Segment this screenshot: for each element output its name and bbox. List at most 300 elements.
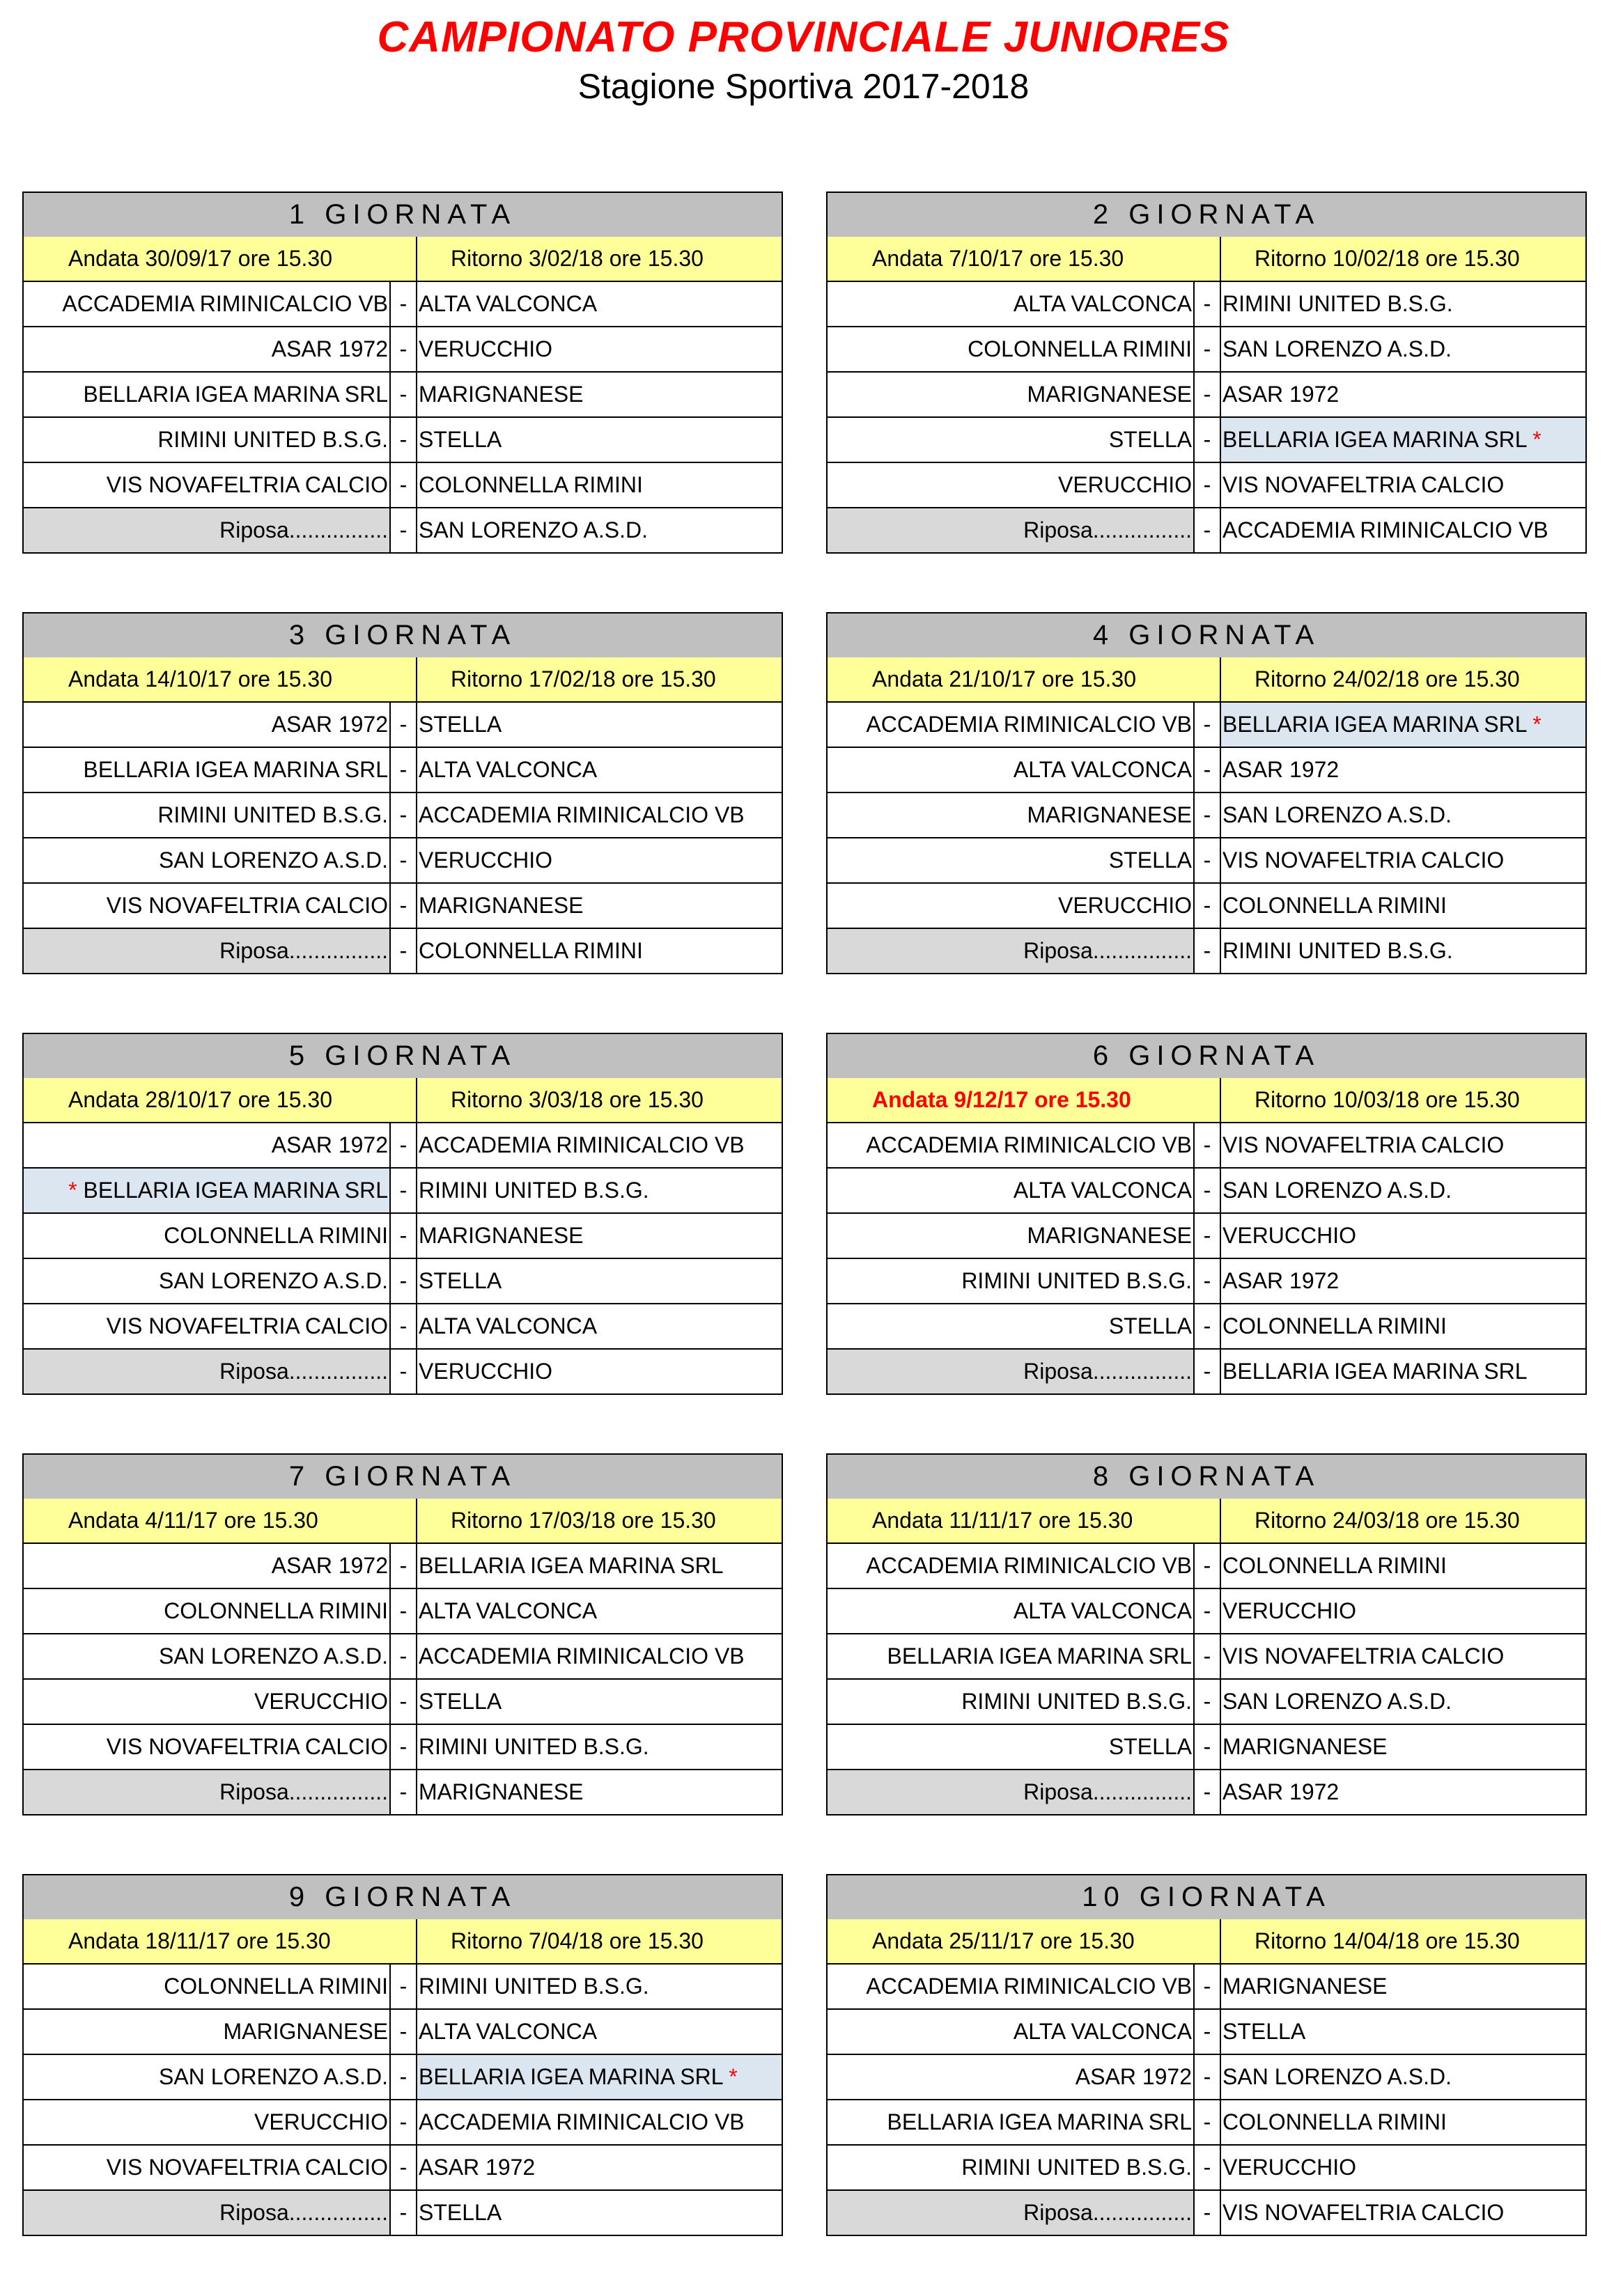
home-team: SAN LORENZO A.S.D.	[159, 1643, 388, 1669]
match-separator: -	[390, 702, 417, 747]
away-team-cell	[417, 2100, 782, 2145]
riposa-team: VERUCCHIO	[417, 1349, 782, 1394]
andata-date: Andata 18/11/17 ore 15.30	[23, 1919, 417, 1964]
home-team: ASAR 1972	[271, 1553, 388, 1578]
away-team: ALTA VALCONCA	[419, 757, 598, 782]
away-team: SAN LORENZO A.S.D.	[1222, 1178, 1452, 1203]
home-team: ASAR 1972	[271, 712, 388, 737]
home-team-cell	[23, 2100, 390, 2145]
home-team-cell	[827, 417, 1194, 462]
riposa-label: Riposa................	[23, 1349, 390, 1394]
riposa-row	[827, 2190, 1586, 2235]
match-separator: -	[390, 1770, 417, 1815]
home-team: RIMINI UNITED B.S.G.	[961, 2155, 1192, 2180]
giornata-title: 5 GIORNATA	[23, 1033, 782, 1078]
match-row	[23, 1123, 782, 1168]
away-team: VIS NOVAFELTRIA CALCIO	[1222, 1643, 1505, 1669]
giornata-title: 10 GIORNATA	[827, 1875, 1586, 1919]
match-row	[23, 462, 782, 508]
match-row	[827, 1168, 1586, 1213]
ritorno-date: Ritorno 17/02/18 ore 15.30	[417, 657, 782, 702]
home-team-cell	[827, 1213, 1194, 1258]
home-team: BELLARIA IGEA MARINA SRL	[887, 2109, 1192, 2134]
ritorno-date: Ritorno 24/03/18 ore 15.30	[1220, 1499, 1586, 1543]
match-row	[23, 2100, 782, 2145]
match-separator: -	[1194, 1634, 1220, 1679]
away-team: MARIGNANESE	[419, 1223, 584, 1248]
match-row	[827, 1258, 1586, 1304]
away-team: VERUCCHIO	[1222, 2155, 1357, 2180]
andata-date: Andata 4/11/17 ore 15.30	[23, 1499, 417, 1543]
andata-date: Andata 28/10/17 ore 15.30	[23, 1078, 417, 1123]
match-separator: -	[1194, 508, 1220, 553]
giornata-title: 2 GIORNATA	[827, 192, 1586, 237]
away-team-cell	[1220, 1304, 1586, 1349]
match-separator: -	[390, 462, 417, 508]
away-team: ASAR 1972	[1222, 382, 1340, 407]
home-team: ACCADEMIA RIMINICALCIO VB	[62, 291, 388, 316]
riposa-label: Riposa................	[23, 928, 390, 974]
home-team: ASAR 1972	[271, 336, 388, 361]
riposa-team: VIS NOVAFELTRIA CALCIO	[1220, 2190, 1586, 2235]
home-team-cell	[827, 1964, 1194, 2009]
away-team-cell	[1220, 1123, 1586, 1168]
andata-date: Andata 14/10/17 ore 15.30	[23, 657, 417, 702]
away-team: MARIGNANESE	[419, 893, 584, 918]
away-team: MARIGNANESE	[419, 382, 584, 407]
away-team-cell	[1220, 792, 1586, 838]
match-separator: -	[390, 1213, 417, 1258]
home-team: ASAR 1972	[271, 1132, 388, 1157]
giornata-table	[22, 1033, 783, 1395]
match-separator: -	[1194, 792, 1220, 838]
giornata-block	[826, 1453, 1585, 1815]
home-team: STELLA	[1108, 427, 1192, 452]
giornata-table	[22, 1453, 783, 1815]
match-separator: -	[390, 2190, 417, 2235]
home-team: COLONNELLA RIMINI	[164, 1974, 388, 1999]
match-row	[23, 1634, 782, 1679]
andata-date: Andata 9/12/17 ore 15.30	[827, 1078, 1220, 1123]
home-team-cell	[23, 1588, 390, 1634]
match-separator: -	[390, 1168, 417, 1213]
away-team: SAN LORENZO A.S.D.	[1222, 336, 1452, 361]
match-row	[23, 1679, 782, 1724]
giornata-block	[22, 612, 782, 974]
away-team-cell	[417, 1543, 782, 1588]
home-team: ASAR 1972	[1075, 2064, 1192, 2089]
match-separator: -	[1194, 747, 1220, 792]
riposa-row	[827, 1349, 1586, 1394]
away-team-cell	[1220, 1634, 1586, 1679]
match-row	[23, 2009, 782, 2054]
home-team: BELLARIA IGEA MARINA SRL	[887, 1643, 1192, 1669]
home-team-cell	[23, 1679, 390, 1724]
away-team-cell	[1220, 1543, 1586, 1588]
home-team-cell	[23, 747, 390, 792]
away-team: STELLA	[419, 1689, 502, 1714]
home-team-cell	[827, 2054, 1194, 2100]
home-team-cell	[23, 2054, 390, 2100]
match-row	[827, 372, 1586, 417]
away-team-cell	[417, 2054, 782, 2100]
riposa-row	[827, 928, 1586, 974]
away-team-cell	[1220, 1168, 1586, 1213]
away-team-cell	[1220, 462, 1586, 508]
ritorno-date: Ritorno 24/02/18 ore 15.30	[1220, 657, 1586, 702]
giornata-title: 4 GIORNATA	[827, 613, 1586, 657]
match-row	[23, 1724, 782, 1770]
match-row	[23, 1543, 782, 1588]
match-separator: -	[390, 1588, 417, 1634]
match-row	[827, 327, 1586, 372]
home-team: ALTA VALCONCA	[1013, 1598, 1192, 1623]
home-team-cell	[23, 702, 390, 747]
riposa-row	[23, 928, 782, 974]
home-team: STELLA	[1108, 1734, 1192, 1759]
match-row	[827, 2100, 1586, 2145]
match-separator: -	[390, 372, 417, 417]
home-team-cell	[827, 2009, 1194, 2054]
home-team: VERUCCHIO	[1057, 893, 1192, 918]
match-row	[23, 1588, 782, 1634]
home-team: VIS NOVAFELTRIA CALCIO	[106, 472, 388, 497]
home-team: SAN LORENZO A.S.D.	[159, 2064, 388, 2089]
match-row	[23, 1304, 782, 1349]
match-row	[23, 2145, 782, 2190]
giornata-block	[22, 192, 782, 554]
away-team-cell	[1220, 1724, 1586, 1770]
match-separator: -	[390, 508, 417, 553]
riposa-label: Riposa................	[827, 2190, 1194, 2235]
away-team: ASAR 1972	[1222, 757, 1340, 782]
home-team-cell	[827, 883, 1194, 928]
away-team-cell	[1220, 1588, 1586, 1634]
home-team-cell	[23, 1724, 390, 1770]
match-row	[827, 1634, 1586, 1679]
home-team: VIS NOVAFELTRIA CALCIO	[106, 1313, 388, 1338]
home-team: ACCADEMIA RIMINICALCIO VB	[866, 1553, 1192, 1578]
away-team-cell	[1220, 417, 1586, 462]
home-team: MARIGNANESE	[1027, 802, 1192, 827]
away-team-cell	[417, 281, 782, 327]
match-row	[23, 1213, 782, 1258]
away-team-cell	[1220, 1679, 1586, 1724]
match-separator: -	[1194, 1213, 1220, 1258]
away-team-cell	[1220, 838, 1586, 883]
riposa-label: Riposa................	[827, 1349, 1194, 1394]
riposa-label: Riposa................	[827, 1770, 1194, 1815]
giornata-title: 7 GIORNATA	[23, 1454, 782, 1499]
match-row	[827, 1213, 1586, 1258]
away-team: MARIGNANESE	[1222, 1734, 1388, 1759]
match-separator: -	[1194, 2054, 1220, 2100]
away-team: RIMINI UNITED B.S.G.	[419, 1178, 649, 1203]
match-separator: -	[1194, 417, 1220, 462]
home-team: ACCADEMIA RIMINICALCIO VB	[866, 1132, 1192, 1157]
andata-date: Andata 21/10/17 ore 15.30	[827, 657, 1220, 702]
giornata-table	[826, 1874, 1587, 2236]
home-team-cell	[827, 1543, 1194, 1588]
star-marker: *	[1532, 427, 1542, 452]
riposa-label: Riposa................	[827, 508, 1194, 553]
giornata-block	[826, 192, 1585, 554]
match-separator: -	[1194, 1679, 1220, 1724]
home-team-cell	[827, 1724, 1194, 1770]
away-team-cell	[417, 462, 782, 508]
riposa-label: Riposa................	[827, 928, 1194, 974]
match-separator: -	[390, 1123, 417, 1168]
home-team-cell	[827, 1168, 1194, 1213]
match-separator: -	[1194, 1964, 1220, 2009]
away-team: VERUCCHIO	[419, 848, 553, 873]
away-team-cell	[417, 417, 782, 462]
home-team-cell	[827, 702, 1194, 747]
match-separator: -	[1194, 883, 1220, 928]
match-separator: -	[390, 2009, 417, 2054]
match-row	[23, 1258, 782, 1304]
away-team-cell	[417, 1588, 782, 1634]
riposa-team: ASAR 1972	[1220, 1770, 1586, 1815]
home-team-cell	[827, 747, 1194, 792]
home-team-cell	[827, 1123, 1194, 1168]
away-team-cell	[417, 327, 782, 372]
away-team: COLONNELLA RIMINI	[1222, 2109, 1447, 2134]
away-team: ALTA VALCONCA	[419, 2019, 598, 2044]
match-separator: -	[1194, 281, 1220, 327]
away-team-cell	[1220, 2054, 1586, 2100]
page-subtitle: Stagione Sportiva 2017-2018	[577, 67, 1030, 106]
away-team-cell	[417, 747, 782, 792]
match-separator: -	[390, 2100, 417, 2145]
away-team-cell	[1220, 1258, 1586, 1304]
home-team: ACCADEMIA RIMINICALCIO VB	[866, 1974, 1192, 1999]
home-team-cell	[23, 1964, 390, 2009]
riposa-row	[827, 1770, 1586, 1815]
match-separator: -	[1194, 1724, 1220, 1770]
match-row	[23, 838, 782, 883]
riposa-team: COLONNELLA RIMINI	[417, 928, 782, 974]
match-separator: -	[390, 1964, 417, 2009]
match-separator: -	[1194, 928, 1220, 974]
match-separator: -	[390, 1634, 417, 1679]
match-separator: -	[390, 1724, 417, 1770]
match-row	[23, 372, 782, 417]
match-row	[23, 702, 782, 747]
home-team-cell	[827, 792, 1194, 838]
page-title: CAMPIONATO PROVINCIALE JUNIORES	[377, 13, 1230, 61]
giornata-block	[22, 1453, 782, 1815]
away-team: STELLA	[419, 712, 502, 737]
home-team: VIS NOVAFELTRIA CALCIO	[106, 2155, 388, 2180]
match-row	[23, 1168, 782, 1213]
riposa-row	[23, 1349, 782, 1394]
match-separator: -	[1194, 462, 1220, 508]
match-separator: -	[1194, 1168, 1220, 1213]
riposa-team: ACCADEMIA RIMINICALCIO VB	[1220, 508, 1586, 553]
match-separator: -	[390, 883, 417, 928]
match-row	[827, 702, 1586, 747]
away-team-cell	[417, 1123, 782, 1168]
match-row	[827, 281, 1586, 327]
giornata-table	[826, 612, 1587, 974]
away-team-cell	[417, 2009, 782, 2054]
home-team-cell	[23, 1123, 390, 1168]
match-row	[23, 281, 782, 327]
away-team-cell	[1220, 1964, 1586, 2009]
away-team: BELLARIA IGEA MARINA SRL	[1222, 427, 1527, 452]
away-team: BELLARIA IGEA MARINA SRL	[419, 2064, 723, 2089]
home-team: ACCADEMIA RIMINICALCIO VB	[866, 712, 1192, 737]
away-team-cell	[417, 1634, 782, 1679]
home-team: VIS NOVAFELTRIA CALCIO	[106, 1734, 388, 1759]
away-team: ACCADEMIA RIMINICALCIO VB	[419, 2109, 745, 2134]
match-separator: -	[390, 1349, 417, 1394]
home-team-cell	[23, 883, 390, 928]
match-separator: -	[1194, 1770, 1220, 1815]
match-row	[23, 792, 782, 838]
match-separator: -	[1194, 1543, 1220, 1588]
match-separator: -	[390, 1543, 417, 1588]
home-team-cell	[23, 1258, 390, 1304]
riposa-team: SAN LORENZO A.S.D.	[417, 508, 782, 553]
match-separator: -	[390, 928, 417, 974]
ritorno-date: Ritorno 7/04/18 ore 15.30	[417, 1919, 782, 1964]
riposa-team: RIMINI UNITED B.S.G.	[1220, 928, 1586, 974]
away-team: BELLARIA IGEA MARINA SRL	[1222, 712, 1527, 737]
away-team: RIMINI UNITED B.S.G.	[419, 1734, 649, 1759]
home-team-cell	[827, 2100, 1194, 2145]
home-team: MARIGNANESE	[1027, 382, 1192, 407]
ritorno-date: Ritorno 17/03/18 ore 15.30	[417, 1499, 782, 1543]
match-row	[827, 838, 1586, 883]
match-row	[827, 2145, 1586, 2190]
away-team-cell	[1220, 702, 1586, 747]
star-marker: *	[729, 2064, 738, 2089]
match-row	[827, 2009, 1586, 2054]
away-team-cell	[417, 838, 782, 883]
home-team: RIMINI UNITED B.S.G.	[961, 1689, 1192, 1714]
away-team: COLONNELLA RIMINI	[1222, 893, 1447, 918]
match-separator: -	[390, 2054, 417, 2100]
match-row	[23, 747, 782, 792]
away-team-cell	[417, 1724, 782, 1770]
match-separator: -	[1194, 702, 1220, 747]
match-separator: -	[1194, 1123, 1220, 1168]
match-row	[827, 1543, 1586, 1588]
giornata-title: 8 GIORNATA	[827, 1454, 1586, 1499]
home-team-cell	[23, 327, 390, 372]
home-team: STELLA	[1108, 1313, 1192, 1338]
match-row	[827, 462, 1586, 508]
away-team: VERUCCHIO	[1222, 1223, 1357, 1248]
away-team: ACCADEMIA RIMINICALCIO VB	[419, 1643, 745, 1669]
star-marker: *	[1532, 712, 1542, 737]
ritorno-date: Ritorno 10/02/18 ore 15.30	[1220, 237, 1586, 281]
match-separator: -	[390, 1258, 417, 1304]
match-row	[23, 1964, 782, 2009]
andata-date: Andata 7/10/17 ore 15.30	[827, 237, 1220, 281]
away-team: VIS NOVAFELTRIA CALCIO	[1222, 848, 1505, 873]
riposa-team: BELLARIA IGEA MARINA SRL	[1220, 1349, 1586, 1394]
match-row	[23, 883, 782, 928]
match-row	[827, 747, 1586, 792]
match-separator: -	[1194, 2190, 1220, 2235]
match-separator: -	[1194, 327, 1220, 372]
away-team-cell	[417, 2145, 782, 2190]
away-team-cell	[1220, 747, 1586, 792]
away-team-cell	[1220, 883, 1586, 928]
home-team: ALTA VALCONCA	[1013, 2019, 1192, 2044]
away-team: MARIGNANESE	[1222, 1974, 1388, 1999]
home-team-cell	[827, 1588, 1194, 1634]
home-team: VERUCCHIO	[254, 1689, 388, 1714]
riposa-row	[23, 1770, 782, 1815]
match-row	[827, 1724, 1586, 1770]
home-team: SAN LORENZO A.S.D.	[159, 1268, 388, 1293]
home-team-cell	[23, 417, 390, 462]
away-team-cell	[417, 1679, 782, 1724]
giornata-title: 1 GIORNATA	[23, 192, 782, 237]
away-team-cell	[417, 792, 782, 838]
away-team-cell	[1220, 281, 1586, 327]
home-team: BELLARIA IGEA MARINA SRL	[83, 757, 388, 782]
home-team-cell	[827, 1634, 1194, 1679]
ritorno-date: Ritorno 3/02/18 ore 15.30	[417, 237, 782, 281]
match-separator: -	[1194, 372, 1220, 417]
giornata-table	[826, 1453, 1587, 1815]
match-separator: -	[390, 417, 417, 462]
away-team: ALTA VALCONCA	[419, 291, 598, 316]
away-team-cell	[417, 1304, 782, 1349]
home-team: VIS NOVAFELTRIA CALCIO	[106, 893, 388, 918]
match-separator: -	[1194, 1349, 1220, 1394]
home-team-cell	[23, 281, 390, 327]
home-team-cell	[827, 372, 1194, 417]
away-team-cell	[1220, 372, 1586, 417]
home-team: BELLARIA IGEA MARINA SRL	[83, 382, 388, 407]
away-team: COLONNELLA RIMINI	[419, 472, 643, 497]
match-row	[827, 2054, 1586, 2100]
match-row	[23, 417, 782, 462]
home-team: STELLA	[1108, 848, 1192, 873]
away-team: VIS NOVAFELTRIA CALCIO	[1222, 1132, 1505, 1157]
star-marker: *	[68, 1178, 77, 1203]
match-row	[827, 883, 1586, 928]
match-row	[827, 1588, 1586, 1634]
away-team: ASAR 1972	[419, 2155, 536, 2180]
giornata-block	[826, 612, 1585, 974]
giornata-table	[826, 192, 1587, 554]
home-team-cell	[827, 462, 1194, 508]
away-team: STELLA	[419, 427, 502, 452]
away-team: SAN LORENZO A.S.D.	[1222, 2064, 1452, 2089]
away-team: STELLA	[1222, 2019, 1306, 2044]
home-team: RIMINI UNITED B.S.G.	[961, 1268, 1192, 1293]
match-row	[827, 417, 1586, 462]
away-team-cell	[417, 1258, 782, 1304]
home-team-cell	[23, 1304, 390, 1349]
home-team-cell	[23, 1213, 390, 1258]
match-row	[827, 792, 1586, 838]
home-team: VERUCCHIO	[1057, 472, 1192, 497]
riposa-label: Riposa................	[23, 1770, 390, 1815]
home-team-cell	[23, 372, 390, 417]
home-team-cell	[827, 1679, 1194, 1724]
away-team: VERUCCHIO	[419, 336, 553, 361]
home-team: RIMINI UNITED B.S.G.	[157, 802, 388, 827]
giornata-block	[826, 1874, 1585, 2236]
